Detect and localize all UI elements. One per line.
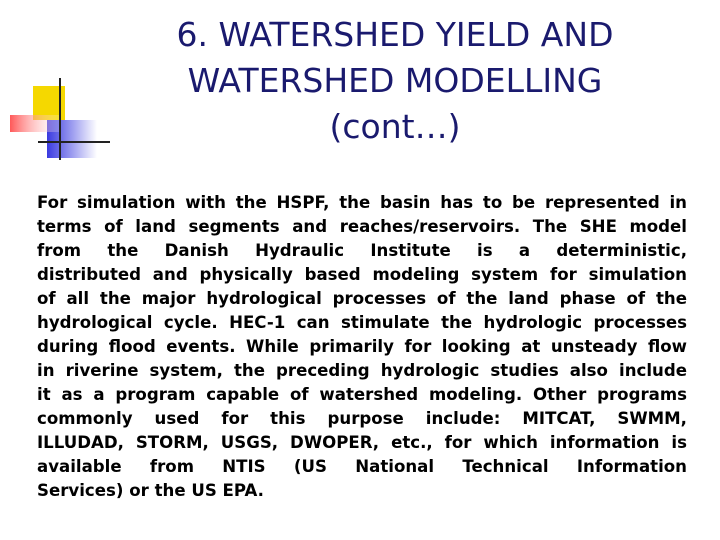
body-line: it as a program capable of watershed modeling. Other programs	[37, 385, 687, 404]
body-line: distributed and physically based modeling system for simulation	[37, 265, 687, 284]
slide-title	[110, 12, 680, 150]
body-line: terms of land segments and reaches/reservoirs. The SHE model	[37, 217, 687, 236]
body-line: of all the major hydrological processes of the land phase of the	[37, 289, 687, 308]
body-line: available from NTIS (US National Technical Information	[37, 457, 687, 476]
body-line: commonly used for this purpose include: MITCAT, SWMM,	[37, 409, 687, 428]
body-line: ILLUDAD, STORM, USGS, DWOPER, etc., for which information is	[37, 433, 687, 452]
decorative-logo	[0, 0, 110, 170]
body-line: hydrological cycle. HEC-1 can stimulate the hydrologic processes	[37, 313, 687, 332]
body-line: For simulation with the HSPF, the basin has to be represented in	[37, 193, 687, 212]
body-line: in riverine system, the preceding hydrologic studies also include	[37, 361, 687, 380]
body-line: during flood events. While primarily for looking at unsteady flow	[37, 337, 687, 356]
body-line: from the Danish Hydraulic Institute is a deterministic,	[37, 241, 687, 260]
slide-body-paragraph	[37, 191, 687, 503]
logo-red-bar	[10, 115, 60, 132]
title-line: (cont…)	[329, 107, 461, 146]
title-line: 6. WATERSHED YIELD AND	[176, 15, 614, 54]
body-line: Services) or the US EPA.	[37, 481, 264, 500]
title-line: WATERSHED MODELLING	[187, 61, 603, 100]
